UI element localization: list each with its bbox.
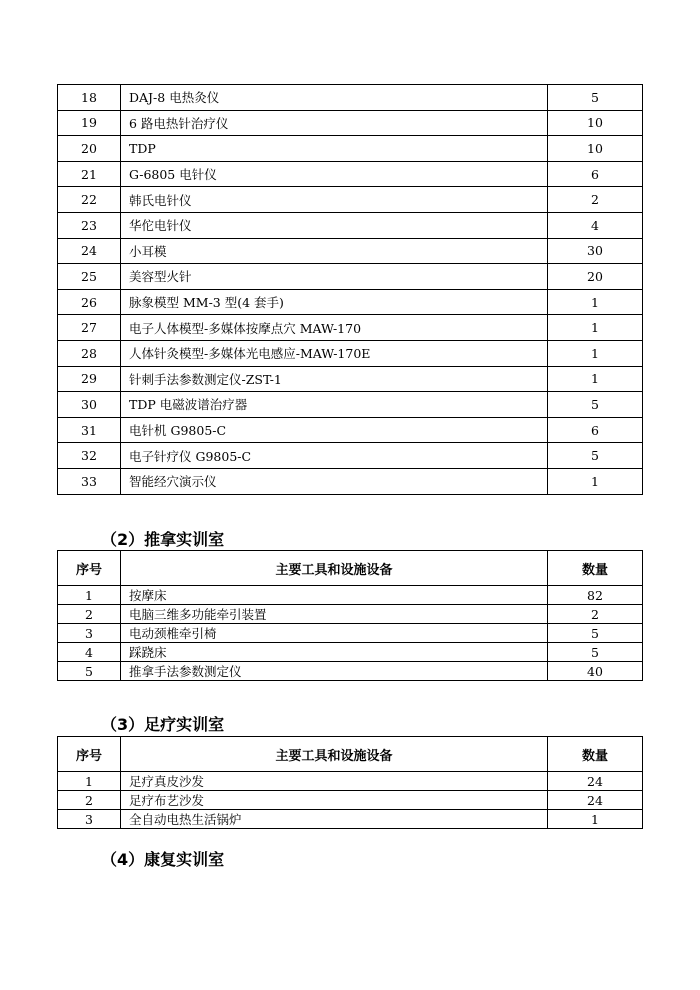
- table-row: [58, 161, 643, 187]
- table-row: [58, 340, 643, 366]
- cell-name: 足疗布艺沙发: [121, 791, 548, 810]
- cell-no: 2: [58, 791, 121, 810]
- table-row: [58, 772, 643, 791]
- equipment-table-foot-therapy: [57, 736, 643, 829]
- cell-name: DAJ-8 电热灸仪: [121, 85, 548, 111]
- table-row: [58, 392, 643, 418]
- table-header-row: [58, 551, 643, 586]
- cell-no: 32: [58, 443, 121, 469]
- cell-qty: 5: [548, 392, 643, 418]
- cell-no: 20: [58, 136, 121, 162]
- table-row: [58, 605, 643, 624]
- equipment-table-acupuncture: [57, 84, 643, 495]
- cell-name: G-6805 电针仪: [121, 161, 548, 187]
- cell-qty: 82: [548, 586, 643, 605]
- cell-name: 华佗电针仪: [121, 212, 548, 238]
- cell-qty: 4: [548, 212, 643, 238]
- cell-no: 25: [58, 264, 121, 290]
- table-row: [58, 586, 643, 605]
- table-body: [58, 586, 643, 681]
- header-name: 主要工具和设施设备: [121, 551, 548, 586]
- section-heading-tuina: （2）推拿实训室: [101, 530, 225, 549]
- table-row: [58, 791, 643, 810]
- cell-name: 人体针灸模型-多媒体光电感应-MAW-170E: [121, 340, 548, 366]
- cell-name: 推拿手法参数测定仪: [121, 662, 548, 681]
- table-body: [58, 772, 643, 829]
- cell-qty: 1: [548, 366, 643, 392]
- cell-qty: 2: [548, 187, 643, 213]
- cell-qty: 5: [548, 643, 643, 662]
- cell-name: 韩氏电针仪: [121, 187, 548, 213]
- cell-no: 23: [58, 212, 121, 238]
- cell-qty: 5: [548, 85, 643, 111]
- table-row: [58, 289, 643, 315]
- cell-qty: 24: [548, 772, 643, 791]
- table-header-row: [58, 737, 643, 772]
- header-name: 主要工具和设施设备: [121, 737, 548, 772]
- cell-name: 电脑三维多功能牵引装置: [121, 605, 548, 624]
- cell-name: 电子针疗仪 G9805-C: [121, 443, 548, 469]
- section-heading-rehab: （4）康复实训室: [101, 850, 225, 869]
- cell-no: 33: [58, 468, 121, 494]
- cell-name: 电动颈椎牵引椅: [121, 624, 548, 643]
- cell-qty: 6: [548, 161, 643, 187]
- cell-no: 19: [58, 110, 121, 136]
- table-row: [58, 238, 643, 264]
- cell-no: 29: [58, 366, 121, 392]
- table-row: [58, 136, 643, 162]
- cell-no: 18: [58, 85, 121, 111]
- cell-qty: 30: [548, 238, 643, 264]
- table-row: [58, 366, 643, 392]
- cell-no: 27: [58, 315, 121, 341]
- cell-no: 1: [58, 586, 121, 605]
- cell-qty: 5: [548, 443, 643, 469]
- header-no: 序号: [58, 551, 121, 586]
- cell-qty: 2: [548, 605, 643, 624]
- cell-name: 全自动电热生活锅炉: [121, 810, 548, 829]
- section-heading-foot-therapy: （3）足疗实训室: [101, 715, 225, 734]
- cell-no: 28: [58, 340, 121, 366]
- table-row: [58, 85, 643, 111]
- cell-name: 6 路电热针治疗仪: [121, 110, 548, 136]
- cell-qty: 1: [548, 289, 643, 315]
- cell-no: 22: [58, 187, 121, 213]
- cell-no: 26: [58, 289, 121, 315]
- cell-qty: 20: [548, 264, 643, 290]
- cell-qty: 1: [548, 315, 643, 341]
- cell-name: 电针机 G9805-C: [121, 417, 548, 443]
- table-row: [58, 443, 643, 469]
- cell-name: TDP: [121, 136, 548, 162]
- cell-name: 电子人体模型-多媒体按摩点穴 MAW-170: [121, 315, 548, 341]
- cell-qty: 10: [548, 136, 643, 162]
- table-row: [58, 264, 643, 290]
- cell-qty: 40: [548, 662, 643, 681]
- cell-qty: 24: [548, 791, 643, 810]
- header-qty: 数量: [548, 551, 643, 586]
- cell-no: 3: [58, 810, 121, 829]
- cell-name: 按摩床: [121, 586, 548, 605]
- cell-name: 足疗真皮沙发: [121, 772, 548, 791]
- table-row: [58, 662, 643, 681]
- table-row: [58, 187, 643, 213]
- cell-no: 24: [58, 238, 121, 264]
- cell-no: 4: [58, 643, 121, 662]
- table-row: [58, 417, 643, 443]
- cell-no: 2: [58, 605, 121, 624]
- header-no: 序号: [58, 737, 121, 772]
- cell-name: 针刺手法参数测定仪-ZST-1: [121, 366, 548, 392]
- cell-no: 5: [58, 662, 121, 681]
- table-row: [58, 110, 643, 136]
- cell-name: 脉象模型 MM-3 型(4 套手): [121, 289, 548, 315]
- table-row: [58, 315, 643, 341]
- cell-no: 31: [58, 417, 121, 443]
- cell-no: 3: [58, 624, 121, 643]
- cell-name: 智能经穴演示仪: [121, 468, 548, 494]
- table-row: [58, 624, 643, 643]
- cell-name: TDP 电磁波谱治疗器: [121, 392, 548, 418]
- cell-no: 1: [58, 772, 121, 791]
- table-row: [58, 643, 643, 662]
- cell-name: 美容型火针: [121, 264, 548, 290]
- cell-qty: 10: [548, 110, 643, 136]
- cell-qty: 1: [548, 340, 643, 366]
- cell-no: 21: [58, 161, 121, 187]
- cell-no: 30: [58, 392, 121, 418]
- header-qty: 数量: [548, 737, 643, 772]
- cell-qty: 5: [548, 624, 643, 643]
- cell-qty: 1: [548, 810, 643, 829]
- cell-name: 踩跷床: [121, 643, 548, 662]
- table-row: [58, 810, 643, 829]
- cell-name: 小耳模: [121, 238, 548, 264]
- table-row: [58, 212, 643, 238]
- cell-qty: 6: [548, 417, 643, 443]
- table-row: [58, 468, 643, 494]
- equipment-table-tuina: [57, 550, 643, 681]
- cell-qty: 1: [548, 468, 643, 494]
- table-body: [58, 85, 643, 495]
